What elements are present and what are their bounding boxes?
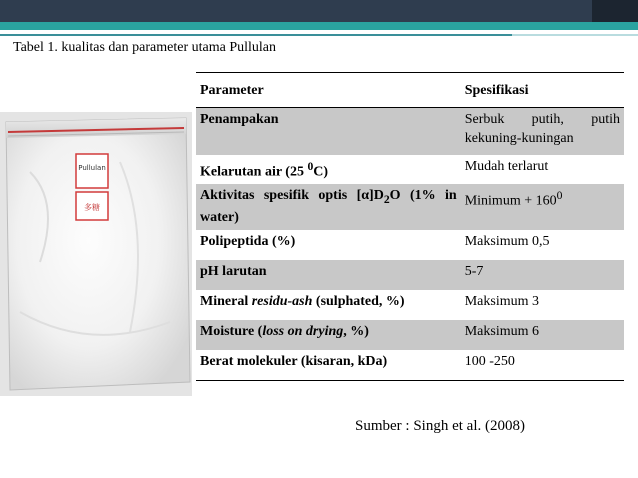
table-row xyxy=(196,350,624,381)
spec-aktivitas-text: Minimum + 160 xyxy=(464,193,557,209)
param-moisture-text: Moisture ( xyxy=(200,323,263,339)
bag-tag-text: 多糖 xyxy=(84,203,100,212)
param-polipeptida: Polipeptida (%) xyxy=(200,233,296,249)
table-row xyxy=(196,230,624,260)
pullulan-powder-photo xyxy=(0,112,192,396)
pullulan-spec-table xyxy=(196,72,624,381)
spec-aktivitas xyxy=(461,184,624,230)
slide-accent-band xyxy=(0,22,638,30)
table-caption: Tabel 1. kualitas dan parameter utama Pullulan xyxy=(13,40,276,55)
param-mineral-italic: residu-ash xyxy=(251,293,313,309)
param-penampakan: Penampakan xyxy=(196,108,461,156)
spec-aktivitas-degree: 0 xyxy=(556,188,563,202)
param-aktivitas xyxy=(196,184,461,230)
param-kelarutan-degree: 0 xyxy=(307,160,314,173)
param-aktivitas-subscript: 2 xyxy=(383,192,390,206)
spec-polipeptida: Maksimum 0,5 xyxy=(464,233,550,249)
slide-accent-line xyxy=(0,34,512,36)
param-moisture xyxy=(196,320,461,350)
header-parameter: Parameter xyxy=(196,73,461,108)
table-row xyxy=(196,320,624,350)
param-aktivitas-tail: O (1% in water) xyxy=(200,187,457,226)
param-moisture-italic: loss on drying xyxy=(262,323,344,339)
slide-accent-line-light xyxy=(512,34,638,36)
table-row xyxy=(196,184,624,230)
slide-top-bar xyxy=(0,0,638,22)
slide-top-bar-corner xyxy=(592,0,638,22)
spec-berat: 100 -250 xyxy=(461,350,624,381)
param-kelarutan-unit: C) xyxy=(313,164,329,180)
spec-moisture: Maksimum 6 xyxy=(461,320,624,350)
spec-penampakan: Serbuk putih, putih kekuning-kuningan xyxy=(461,108,624,156)
spec-kelarutan: Mudah terlarut xyxy=(464,159,549,174)
param-ph: pH larutan xyxy=(196,260,461,290)
param-moisture-tail: , %) xyxy=(343,323,369,339)
table-row xyxy=(196,260,624,290)
param-kelarutan-text: Kelarutan air (25 xyxy=(200,164,308,180)
spec-mineral: Maksimum 3 xyxy=(464,293,539,309)
param-berat: Berat molekuler (kisaran, kDa) xyxy=(196,350,461,381)
table-row xyxy=(196,155,624,184)
spec-ph: 5-7 xyxy=(461,260,624,290)
param-mineral-tail: (sulphated, %) xyxy=(312,293,405,309)
param-aktivitas-text: Aktivitas spesifik optis [α]D xyxy=(200,187,384,203)
table-row xyxy=(196,290,624,320)
param-mineral-text: Mineral xyxy=(200,293,252,309)
source-citation: Sumber : Singh et al. (2008) xyxy=(355,418,525,434)
table-row xyxy=(196,108,624,156)
table-header-row xyxy=(196,73,624,108)
header-spesifikasi: Spesifikasi xyxy=(461,73,624,108)
param-mineral xyxy=(196,290,461,320)
bag-label-text: Pullulan xyxy=(78,164,106,172)
param-kelarutan xyxy=(196,155,461,184)
